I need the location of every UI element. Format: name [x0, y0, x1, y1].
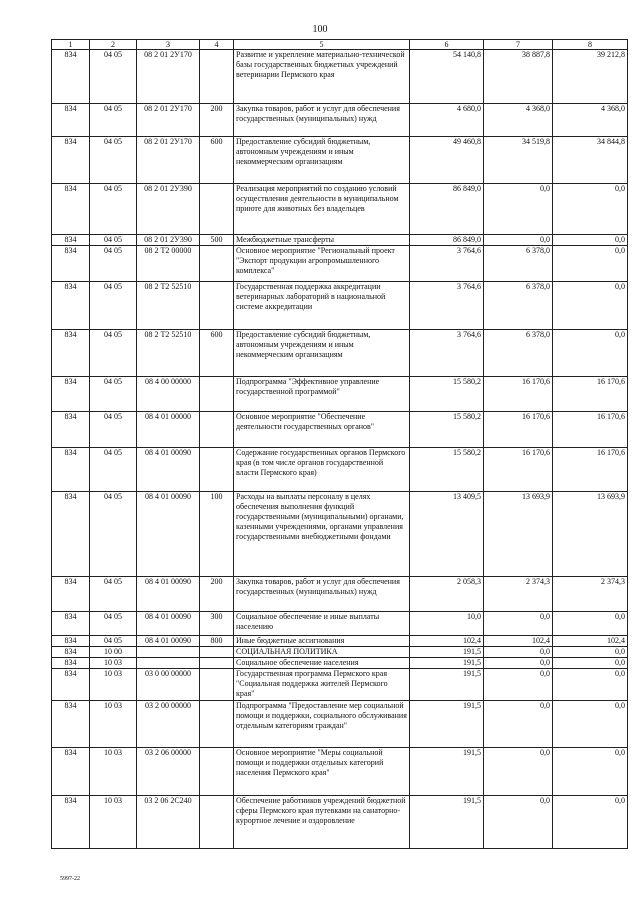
table-row — [52, 796, 628, 849]
section-code-cell: 04 05 — [90, 577, 137, 612]
table-row — [52, 330, 628, 377]
amount-year2-cell: 2 374,3 — [484, 577, 553, 612]
section-code-cell: 04 05 — [90, 50, 137, 104]
section-code-cell: 04 05 — [90, 492, 137, 577]
amount-year1-cell: 191,5 — [410, 658, 484, 669]
table-row — [52, 636, 628, 647]
amount-year2-cell: 6 378,0 — [484, 246, 553, 282]
amount-year1-cell: 86 849,0 — [410, 184, 484, 235]
chapter-code-cell: 834 — [52, 658, 90, 669]
document-code: 5997-22 — [60, 876, 80, 882]
column-number: 1 — [52, 40, 90, 50]
expense-type-cell — [200, 377, 234, 412]
target-article-cell: 08 4 01 00090 — [137, 448, 200, 492]
table-row — [52, 748, 628, 796]
expense-type-cell: 100 — [200, 492, 234, 577]
description-cell: Предоставление субсидий бюджетным, автономным учреждениям и иным некоммерческим организациям — [234, 330, 410, 377]
amount-year1-cell: 191,5 — [410, 647, 484, 658]
chapter-code-cell: 834 — [52, 282, 90, 330]
amount-year2-cell: 16 170,6 — [484, 448, 553, 492]
page-number: 100 — [312, 24, 328, 35]
target-article-cell: 03 2 00 00000 — [137, 701, 200, 748]
amount-year1-cell: 15 580,2 — [410, 377, 484, 412]
target-article-cell: 08 2 01 2У390 — [137, 184, 200, 235]
expense-type-cell: 300 — [200, 612, 234, 636]
description-cell: Закупка товаров, работ и услуг для обеспечения государственных (муниципальных) нужд — [234, 104, 410, 137]
table-row — [52, 246, 628, 282]
chapter-code-cell: 834 — [52, 184, 90, 235]
amount-year3-cell: 0,0 — [553, 669, 628, 701]
expense-type-cell: 600 — [200, 330, 234, 377]
table-row — [52, 612, 628, 636]
section-code-cell: 10 03 — [90, 796, 137, 849]
chapter-code-cell: 834 — [52, 748, 90, 796]
chapter-code-cell: 834 — [52, 796, 90, 849]
section-code-cell: 10 03 — [90, 669, 137, 701]
description-cell: Социальное обеспечение и иные выплаты населению — [234, 612, 410, 636]
amount-year3-cell: 0,0 — [553, 246, 628, 282]
amount-year3-cell: 0,0 — [553, 647, 628, 658]
table-row — [52, 412, 628, 448]
amount-year1-cell: 10,0 — [410, 612, 484, 636]
column-number-row — [52, 40, 628, 50]
target-article-cell: 08 4 01 00090 — [137, 612, 200, 636]
section-code-cell: 04 05 — [90, 330, 137, 377]
target-article-cell: 08 2 01 2У170 — [137, 104, 200, 137]
table-row — [52, 647, 628, 658]
amount-year3-cell: 0,0 — [553, 184, 628, 235]
chapter-code-cell: 834 — [52, 330, 90, 377]
amount-year3-cell: 0,0 — [553, 282, 628, 330]
amount-year1-cell: 2 058,3 — [410, 577, 484, 612]
amount-year2-cell: 4 368,0 — [484, 104, 553, 137]
target-article-cell: 03 2 06 2С240 — [137, 796, 200, 849]
expense-type-cell — [200, 412, 234, 448]
table-row — [52, 377, 628, 412]
chapter-code-cell: 834 — [52, 701, 90, 748]
expense-type-cell — [200, 748, 234, 796]
table-row — [52, 448, 628, 492]
table-row — [52, 184, 628, 235]
table-row — [52, 50, 628, 104]
description-cell: Подпрограмма "Эффективное управление государственной программой" — [234, 377, 410, 412]
expense-type-cell — [200, 796, 234, 849]
amount-year1-cell: 4 680,0 — [410, 104, 484, 137]
chapter-code-cell: 834 — [52, 647, 90, 658]
description-cell: Предоставление субсидий бюджетным, автономным учреждениям и иным некоммерческим организациям — [234, 137, 410, 184]
amount-year3-cell: 34 844,8 — [553, 137, 628, 184]
amount-year3-cell: 0,0 — [553, 612, 628, 636]
chapter-code-cell: 834 — [52, 50, 90, 104]
expense-type-cell — [200, 701, 234, 748]
expense-type-cell — [200, 50, 234, 104]
amount-year2-cell: 0,0 — [484, 235, 553, 246]
description-cell: Расходы на выплаты персоналу в целях обеспечения выполнения функций государственными (муниципальными) органами, казенными учреждениями, органами управления государственными внебюджетными фондами — [234, 492, 410, 577]
section-code-cell: 10 03 — [90, 748, 137, 796]
chapter-code-cell: 834 — [52, 377, 90, 412]
expense-type-cell — [200, 246, 234, 282]
expense-type-cell — [200, 184, 234, 235]
amount-year2-cell: 0,0 — [484, 669, 553, 701]
amount-year1-cell: 102,4 — [410, 636, 484, 647]
description-cell: Государственная поддержка аккредитации ветеринарных лабораторий в национальной системе аккредитации — [234, 282, 410, 330]
expense-type-cell — [200, 448, 234, 492]
section-code-cell: 04 05 — [90, 104, 137, 137]
amount-year3-cell: 16 170,6 — [553, 412, 628, 448]
section-code-cell: 04 05 — [90, 235, 137, 246]
description-cell: Закупка товаров, работ и услуг для обеспечения государственных (муниципальных) нужд — [234, 577, 410, 612]
amount-year2-cell: 0,0 — [484, 612, 553, 636]
description-cell: Подпрограмма "Предоставление мер социальной помощи и поддержки, социального обслуживания отдельным категориям граждан" — [234, 701, 410, 748]
amount-year3-cell: 39 212,8 — [553, 50, 628, 104]
target-article-cell — [137, 647, 200, 658]
chapter-code-cell: 834 — [52, 246, 90, 282]
section-code-cell: 10 03 — [90, 658, 137, 669]
expense-type-cell — [200, 282, 234, 330]
target-article-cell: 08 4 01 00090 — [137, 492, 200, 577]
amount-year2-cell: 0,0 — [484, 796, 553, 849]
section-code-cell: 04 05 — [90, 612, 137, 636]
amount-year3-cell: 16 170,6 — [553, 448, 628, 492]
table-row — [52, 577, 628, 612]
amount-year3-cell: 0,0 — [553, 235, 628, 246]
amount-year1-cell: 13 409,5 — [410, 492, 484, 577]
expense-type-cell: 600 — [200, 137, 234, 184]
description-cell: Основное мероприятие "Региональный проект "Экспорт продукции агропромышленного комплекса" — [234, 246, 410, 282]
description-cell: Основное мероприятие "Обеспечение деятельности государственных органов" — [234, 412, 410, 448]
chapter-code-cell: 834 — [52, 577, 90, 612]
column-number: 5 — [234, 40, 410, 50]
amount-year2-cell: 6 378,0 — [484, 282, 553, 330]
amount-year3-cell: 0,0 — [553, 796, 628, 849]
section-code-cell: 04 05 — [90, 137, 137, 184]
amount-year2-cell: 0,0 — [484, 701, 553, 748]
amount-year3-cell: 0,0 — [553, 701, 628, 748]
table-row — [52, 104, 628, 137]
chapter-code-cell: 834 — [52, 235, 90, 246]
target-article-cell: 08 2 01 2У170 — [137, 50, 200, 104]
amount-year3-cell: 2 374,3 — [553, 577, 628, 612]
table-row — [52, 137, 628, 184]
amount-year1-cell: 3 764,6 — [410, 330, 484, 377]
table-row — [52, 235, 628, 246]
section-code-cell: 10 00 — [90, 647, 137, 658]
description-cell: Развитие и укрепление материально-технической базы государственных бюджетных учреждений ветеринарии Пермского края — [234, 50, 410, 104]
description-cell: Государственная программа Пермского края "Социальная поддержка жителей Пермского края" — [234, 669, 410, 701]
expense-type-cell — [200, 669, 234, 701]
amount-year1-cell: 191,5 — [410, 701, 484, 748]
amount-year3-cell: 13 693,9 — [553, 492, 628, 577]
amount-year1-cell: 54 140,8 — [410, 50, 484, 104]
description-cell: Межбюджетные трансферты — [234, 235, 410, 246]
budget-table — [51, 39, 628, 849]
expense-type-cell: 200 — [200, 104, 234, 137]
amount-year1-cell: 191,5 — [410, 669, 484, 701]
amount-year3-cell: 16 170,6 — [553, 377, 628, 412]
column-number: 4 — [200, 40, 234, 50]
amount-year3-cell: 0,0 — [553, 330, 628, 377]
expense-type-cell: 200 — [200, 577, 234, 612]
chapter-code-cell: 834 — [52, 669, 90, 701]
amount-year1-cell: 3 764,6 — [410, 282, 484, 330]
amount-year2-cell: 16 170,6 — [484, 377, 553, 412]
target-article-cell: 08 2 Т2 52510 — [137, 282, 200, 330]
section-code-cell: 04 05 — [90, 282, 137, 330]
table-row — [52, 658, 628, 669]
amount-year1-cell: 15 580,2 — [410, 448, 484, 492]
chapter-code-cell: 834 — [52, 636, 90, 647]
expense-type-cell — [200, 658, 234, 669]
amount-year2-cell: 102,4 — [484, 636, 553, 647]
column-number: 3 — [137, 40, 200, 50]
chapter-code-cell: 834 — [52, 492, 90, 577]
description-cell: Социальное обеспечение населения — [234, 658, 410, 669]
amount-year2-cell: 0,0 — [484, 184, 553, 235]
description-cell: Содержание государственных органов Пермского края (в том числе органов государственной власти Пермского края) — [234, 448, 410, 492]
description-cell: Реализация мероприятий по созданию условий осуществления деятельности в муниципальном приюте для животных без владельцев — [234, 184, 410, 235]
target-article-cell: 08 2 Т2 52510 — [137, 330, 200, 377]
amount-year2-cell: 0,0 — [484, 647, 553, 658]
chapter-code-cell: 834 — [52, 448, 90, 492]
table-row — [52, 701, 628, 748]
column-number: 8 — [553, 40, 628, 50]
expense-type-cell — [200, 647, 234, 658]
chapter-code-cell: 834 — [52, 412, 90, 448]
column-number: 7 — [484, 40, 553, 50]
expense-type-cell: 500 — [200, 235, 234, 246]
target-article-cell: 08 2 01 2У390 — [137, 235, 200, 246]
amount-year3-cell: 0,0 — [553, 658, 628, 669]
target-article-cell: 03 2 06 00000 — [137, 748, 200, 796]
chapter-code-cell: 834 — [52, 137, 90, 184]
section-code-cell: 10 03 — [90, 701, 137, 748]
description-cell: Основное мероприятие "Меры социальной помощи и поддержки отдельных категорий населения Пермского края" — [234, 748, 410, 796]
section-code-cell: 04 05 — [90, 412, 137, 448]
section-code-cell: 04 05 — [90, 246, 137, 282]
amount-year3-cell: 102,4 — [553, 636, 628, 647]
chapter-code-cell: 834 — [52, 104, 90, 137]
amount-year2-cell: 16 170,6 — [484, 412, 553, 448]
chapter-code-cell: 834 — [52, 612, 90, 636]
target-article-cell: 08 2 Т2 00000 — [137, 246, 200, 282]
amount-year2-cell: 0,0 — [484, 658, 553, 669]
amount-year1-cell: 49 460,8 — [410, 137, 484, 184]
expense-type-cell: 800 — [200, 636, 234, 647]
amount-year2-cell: 6 378,0 — [484, 330, 553, 377]
amount-year1-cell: 15 580,2 — [410, 412, 484, 448]
description-cell: Иные бюджетные ассигнования — [234, 636, 410, 647]
section-code-cell: 04 05 — [90, 636, 137, 647]
amount-year1-cell: 3 764,6 — [410, 246, 484, 282]
amount-year3-cell: 4 368,0 — [553, 104, 628, 137]
amount-year1-cell: 86 849,0 — [410, 235, 484, 246]
amount-year1-cell: 191,5 — [410, 748, 484, 796]
table-row — [52, 669, 628, 701]
description-cell: Обеспечение работников учреждений бюджетной сферы Пермского края путевками на санаторно-курортное лечение и оздоровление — [234, 796, 410, 849]
amount-year3-cell: 0,0 — [553, 748, 628, 796]
target-article-cell: 08 4 01 00000 — [137, 412, 200, 448]
description-cell: СОЦИАЛЬНАЯ ПОЛИТИКА — [234, 647, 410, 658]
amount-year2-cell: 34 519,8 — [484, 137, 553, 184]
column-number: 2 — [90, 40, 137, 50]
target-article-cell — [137, 658, 200, 669]
target-article-cell: 08 4 01 00090 — [137, 636, 200, 647]
section-code-cell: 04 05 — [90, 184, 137, 235]
target-article-cell: 03 0 00 00000 — [137, 669, 200, 701]
amount-year1-cell: 191,5 — [410, 796, 484, 849]
section-code-cell: 04 05 — [90, 448, 137, 492]
column-number: 6 — [410, 40, 484, 50]
amount-year2-cell: 38 887,8 — [484, 50, 553, 104]
table-row — [52, 282, 628, 330]
section-code-cell: 04 05 — [90, 377, 137, 412]
amount-year2-cell: 13 693,9 — [484, 492, 553, 577]
target-article-cell: 08 4 01 00090 — [137, 577, 200, 612]
target-article-cell: 08 2 01 2У170 — [137, 137, 200, 184]
amount-year2-cell: 0,0 — [484, 748, 553, 796]
target-article-cell: 08 4 00 00000 — [137, 377, 200, 412]
table-row — [52, 492, 628, 577]
